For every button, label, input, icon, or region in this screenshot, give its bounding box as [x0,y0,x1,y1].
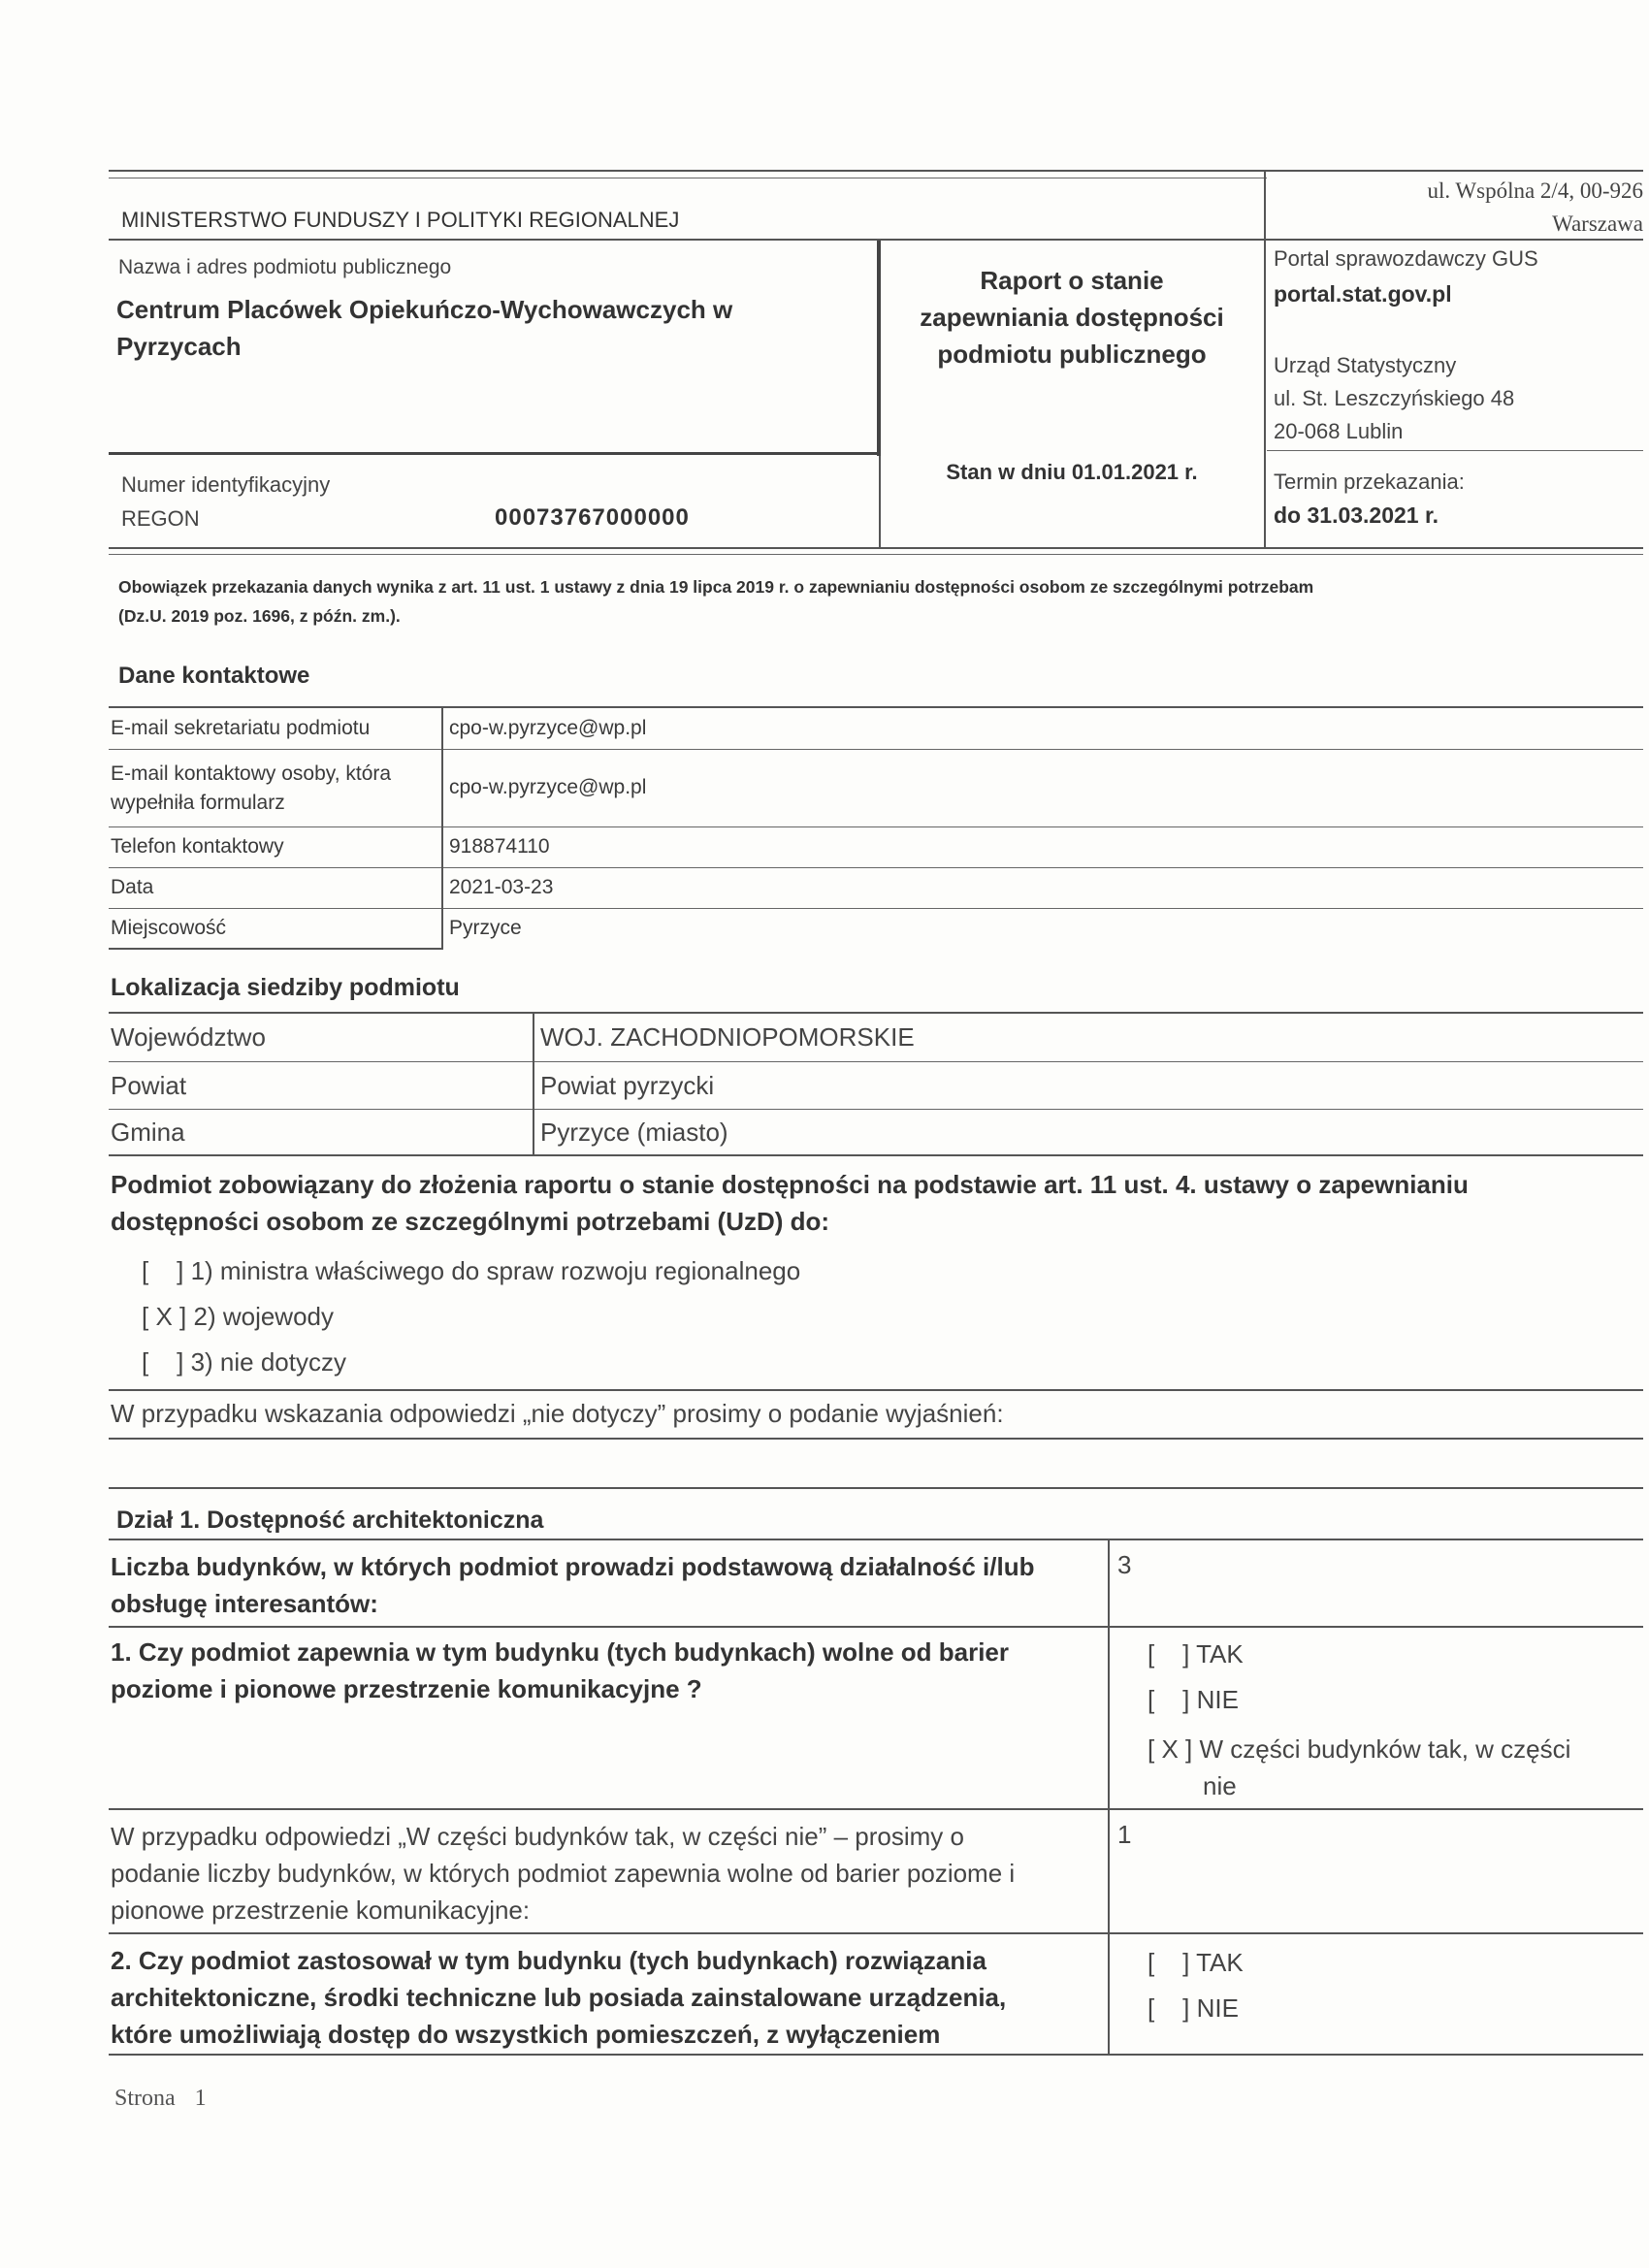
option-text: 3) nie dotyczy [190,1347,346,1377]
explain-rule [109,1438,1643,1440]
header-right-lower-rule [1267,450,1643,451]
location-label: Powiat [111,1071,187,1100]
contact-label: Data [111,876,154,898]
q2-checkbox[interactable]: [ ] [1148,1993,1190,2023]
contact-rule-1 [109,749,1643,750]
contact-value: cpo-w.pyrzyce@wp.pl [449,717,647,739]
q1-option-text: NIE [1196,1685,1239,1714]
entity-box-bottom-border [109,452,881,455]
section1-rule-1 [109,1626,1643,1628]
location-column-divider [533,1012,534,1155]
state-date: Stan w dniu 01.01.2021 r. [946,460,1198,484]
question-1b-line3: pionowe przestrzenie komunikacyjne: [111,1895,531,1925]
office-line3: 20-068 Lublin [1274,419,1404,443]
header-top-rule [109,170,1643,172]
option-row [142,1256,800,1286]
obligation-line2: (Dz.U. 2019 poz. 1696, z późn. zm.). [118,606,401,626]
q2-option-text: NIE [1196,1993,1239,2023]
buildings-question-line1: Liczba budynków, w których podmiot prowadzi podstawową działalność i/lub [111,1552,1035,1581]
explain-rule-top [109,1389,1643,1391]
q2-option-text: TAK [1196,1948,1244,1977]
section1-column-divider [1108,1539,1110,2055]
q2-option-row [1148,1993,1239,2024]
option-row [142,1347,346,1377]
entity-label: Nazwa i adres podmiotu publicznego [118,256,452,278]
q1-option-text: TAK [1196,1639,1244,1669]
statistical-office [1274,349,1514,448]
header-lower-divider [879,456,881,548]
location-label: Gmina [111,1118,185,1147]
question-2-line3: które umożliwiają dostęp do wszystkich pomieszczeń, z wyłączeniem [111,2020,941,2049]
question-1b [111,1818,1015,1928]
obligated-title [111,1166,1469,1240]
deadline-label: Termin przekazania: [1274,470,1465,494]
contact-rule-2 [109,826,1643,827]
option-text: 2) wojewody [193,1302,334,1331]
report-title [883,262,1261,373]
q2-option-row [1148,1948,1244,1978]
obligated-title-line1: Podmiot zobowiązany do złożenia raportu o stanie dostępności na podstawie art. 11 ust. 4. ustawy o zapewnianiu [111,1170,1469,1199]
contact-rule-bottom [109,948,443,950]
contact-column-divider [441,706,443,949]
contact-label: Miejscowość [111,917,227,939]
q1-option-row [1148,1639,1244,1669]
header-bottom-rule [109,547,1643,549]
location-value: Pyrzyce (miasto) [540,1118,728,1147]
location-title: Lokalizacja siedziby podmiotu [111,974,460,1001]
q1-checkbox[interactable]: [ X ] [1148,1734,1193,1764]
contact-value: 918874110 [449,835,550,858]
section1-rule-2 [109,1808,1643,1810]
q2-checkbox[interactable]: [ ] [1148,1948,1190,1977]
obligated-title-line2: dostępności osobom ze szczególnymi potrzebami (UzD) do: [111,1207,830,1236]
regon-value: 00073767000000 [495,504,690,531]
location-value: WOJ. ZACHODNIOPOMORSKIE [540,1022,915,1052]
q1-option-row [1148,1685,1239,1715]
contact-value: 2021-03-23 [449,876,554,898]
explain-answer-line[interactable] [109,1487,1643,1489]
contact-label: Telefon kontaktowy [111,835,284,858]
ministry-address [1271,175,1643,241]
portal-label: Portal sprawozdawczy GUS [1274,246,1538,271]
obligation-note [118,572,1313,631]
section1-title: Dział 1. Dostępność architektoniczna [116,1507,544,1534]
ministry-name: MINISTERSTWO FUNDUSZY I POLITYKI REGIONALNEJ [121,208,680,232]
contact-label-line1: E-mail kontaktowy osoby, która [111,762,392,785]
section1-rule-3 [109,1932,1643,1934]
regon-label: REGON [121,506,200,531]
contact-label-line2: wypełniła formularz [111,792,285,814]
report-title-line2: zapewniania dostępności [920,303,1224,332]
question-1 [111,1634,1009,1707]
entity-name-line2: Pyrzycach [116,332,242,361]
contact-label: E-mail sekretariatu podmiotu [111,717,371,739]
office-line2: ul. St. Leszczyńskiego 48 [1274,386,1515,410]
buildings-question [111,1548,1034,1622]
option-row [142,1302,334,1332]
q1b-answer[interactable]: 1 [1117,1820,1132,1849]
report-title-line1: Raport o stanie [980,266,1164,295]
contact-rule-top [109,706,1643,708]
location-rule-top [109,1012,1643,1014]
location-rule-bottom [109,1154,1643,1156]
question-1b-line2: podanie liczby budynków, w których podmiot zapewnia wolne od barier poziome i [111,1859,1016,1888]
report-title-line3: podmiotu publicznego [937,340,1207,369]
option-checkbox[interactable]: [ ] [142,1347,184,1377]
q1-checkbox[interactable]: [ ] [1148,1685,1190,1714]
header-bottom-rule-inner [109,554,1643,555]
question-2-line2: architektoniczne, środki techniczne lub posiada zainstalowane urządzenia, [111,1983,1007,2012]
portal-url: portal.stat.gov.pl [1274,281,1452,307]
option-checkbox[interactable]: [ X ] [142,1302,187,1331]
ministry-address-line2: Warszawa [1552,211,1643,236]
header-mid-rule [109,239,1643,241]
entity-name-line1: Centrum Placówek Opiekuńczo-Wychowawczych w [116,295,733,324]
option-text: 1) ministra właściwego do spraw rozwoju regionalnego [190,1256,801,1285]
q1-option-row [1148,1731,1570,1804]
buildings-question-line2: obsługę interesantów: [111,1589,378,1618]
question-1-line1: 1. Czy podmiot zapewnia w tym budynku (tych budynkach) wolne od barier [111,1637,1010,1667]
ministry-address-line1: ul. Wspólna 2/4, 00-926 [1427,178,1643,203]
option-checkbox[interactable]: [ ] [142,1256,184,1285]
contact-label [111,760,391,818]
location-rule-1 [109,1061,1643,1062]
location-rule-2 [109,1109,1643,1110]
question-2-line1: 2. Czy podmiot zastosował w tym budynku (tych budynkach) rozwiązania [111,1946,986,1975]
contact-rule-4 [109,908,1643,909]
section1-rule-top [109,1539,1643,1540]
q1-option-text: W części budynków tak, w części [1199,1734,1571,1764]
location-value: Powiat pyrzycki [540,1071,715,1100]
deadline-value: do 31.03.2021 r. [1274,502,1439,528]
contact-value: cpo-w.pyrzyce@wp.pl [449,776,647,798]
entity-name [116,291,732,365]
location-label: Województwo [111,1022,266,1052]
question-1-line2: poziome i pionowe przestrzenie komunikacyjne ? [111,1674,702,1703]
q1-option-text-cont: nie [1203,1771,1237,1800]
header-right-divider [1264,170,1266,548]
section1-rule-bottom [109,2054,1643,2056]
entity-box-right-border [877,241,881,456]
q1-checkbox[interactable]: [ ] [1148,1639,1190,1669]
explain-label: W przypadku wskazania odpowiedzi „nie dotyczy” prosimy o podanie wyjaśnień: [111,1399,1004,1428]
contact-rule-3 [109,867,1643,868]
office-line1: Urząd Statystyczny [1274,353,1457,377]
page-footer [114,2086,207,2112]
obligation-line1: Obowiązek przekazania danych wynika z art. 11 ust. 1 ustawy z dnia 19 lipca 2019 r. o zapewnianiu dostępności osobom ze szczególnymi potrzebam [118,577,1314,597]
question-2 [111,1942,1006,2053]
page-label: Strona [114,2086,176,2111]
contact-title: Dane kontaktowe [118,663,310,689]
buildings-answer[interactable]: 3 [1117,1550,1132,1579]
page-number: 1 [194,2086,207,2111]
question-1b-line1: W przypadku odpowiedzi „W części budynków tak, w części nie” – prosimy o [111,1822,964,1851]
id-label: Numer identyfikacyjny [121,472,331,497]
contact-value: Pyrzyce [449,917,522,939]
